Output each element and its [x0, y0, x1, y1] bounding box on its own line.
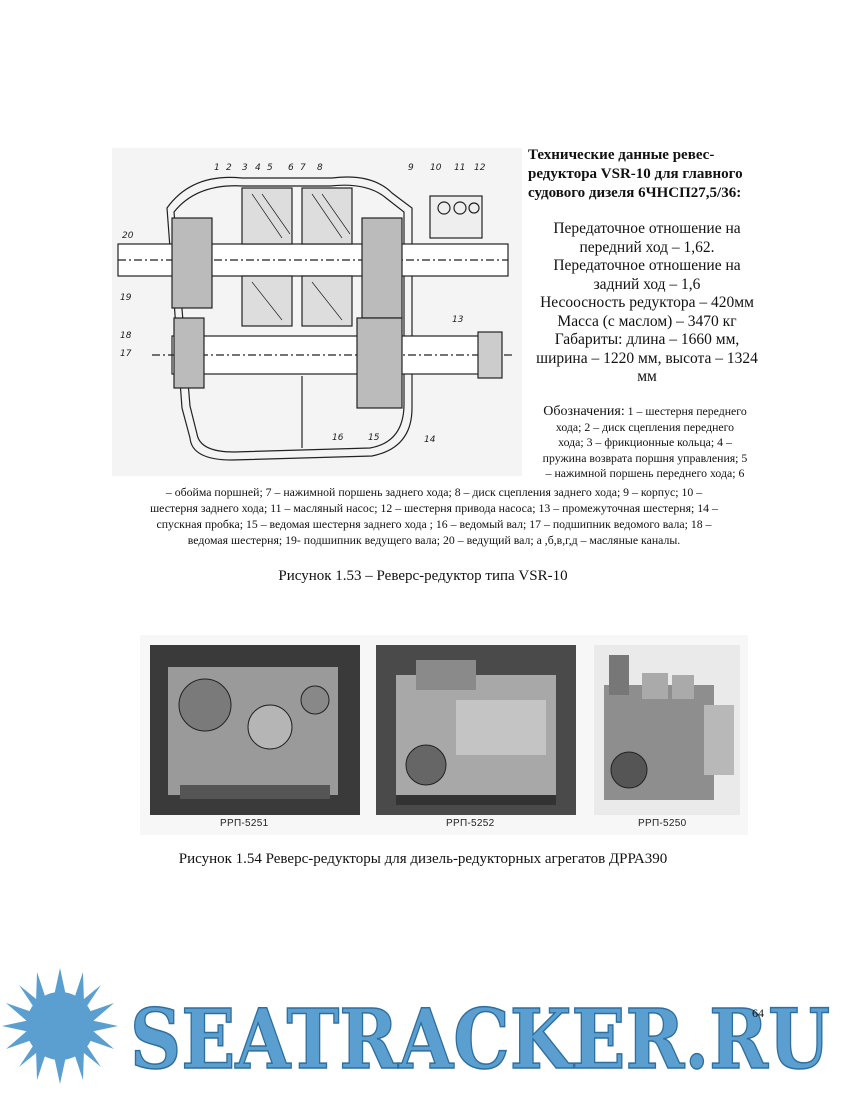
legend-side [520, 404, 770, 482]
reverse-gearbox-drawing [112, 148, 522, 476]
photo-label: РРП-5251 [220, 818, 269, 829]
spec-line: мм [637, 368, 657, 385]
figure-caption-1: Рисунок 1.53 – Реверс-редуктор типа VSR-10 [278, 568, 568, 584]
callout-6: 6 [288, 163, 294, 173]
seatracker-watermark [0, 968, 846, 1088]
legend-line: – нажимной поршень переднего хода; 6 [545, 466, 745, 480]
callout-19: 19 [120, 293, 132, 303]
spec-line: Передаточное отношение на [553, 220, 741, 237]
watermark-text: SEATRACKER.RU [130, 992, 830, 1088]
callout-14: 14 [424, 435, 436, 445]
sun-logo-icon [0, 968, 846, 1088]
callout-18: 18 [120, 331, 132, 341]
legend-line: спускная пробка; 15 – ведомая шестерня заднего хода ; 16 – ведомый вал; 17 – подшипник ведомого вала; 18 – [156, 517, 712, 531]
legend-line: хода; 3 – фрикционные кольца; 4 – [558, 435, 732, 449]
specs-list [522, 220, 772, 387]
callout-2: 2 [226, 163, 232, 173]
figure-caption-2: Рисунок 1.54 Реверс-редукторы для дизель-редукторных агрегатов ДРРА390 [178, 851, 668, 867]
specs-title: Технические данные ревес-редуктора VSR-10 для главного судового дизеля 6ЧНСП27,5/36: [528, 147, 743, 201]
gearbox-photo-icon [376, 645, 576, 815]
gearbox-photos [140, 635, 748, 835]
legend-line: 1 – шестерня переднего [624, 404, 747, 418]
photo-rrp-5252 [376, 645, 576, 815]
spec-line: Передаточное отношение на [553, 257, 741, 274]
gearbox-section-icon [112, 148, 522, 476]
legend-lead: Обозначения: [543, 404, 625, 419]
gearbox-photo-icon [150, 645, 360, 815]
gearbox-photo-icon [594, 645, 740, 815]
callout-20: 20 [122, 231, 134, 241]
legend-wide [104, 484, 764, 548]
callout-10: 10 [430, 163, 442, 173]
callout-8: 8 [317, 163, 323, 173]
callout-5: 5 [267, 163, 273, 173]
legend-line: шестерня заднего хода; 11 – масляный насос; 12 – шестерня привода насоса; 13 – промежуточная шестерня; 14 – [150, 501, 718, 515]
spec-line: ширина – 1220 мм, высота – 1324 [536, 349, 758, 367]
callout-16: 16 [332, 433, 344, 443]
legend-line: – обойма поршней; 7 – нажимной поршень заднего хода; 8 – диск сцепления заднего хода; 9 – корпус; 10 – [165, 485, 703, 499]
callout-15: 15 [368, 433, 380, 443]
callout-3: 3 [242, 163, 248, 173]
page-number: 64 [752, 1006, 764, 1020]
callout-4: 4 [255, 163, 261, 173]
callout-1: 1 [214, 163, 220, 173]
spec-line: Несоосность редуктора – 420мм [540, 294, 754, 311]
callout-11: 11 [454, 163, 466, 173]
spec-line: Габариты: длина – 1660 мм, [554, 331, 740, 348]
callout-7: 7 [300, 163, 306, 173]
legend-line: ведомая шестерня; 19- подшипник ведущего вала; 20 – ведущий вал; а ,б,в,г,д – масляные каналы. [187, 533, 681, 547]
spec-line: передний ход – 1,62. [579, 238, 715, 256]
legend-line: хода; 2 – диск сцепления переднего [555, 419, 735, 434]
photo-rrp-5250 [594, 645, 740, 815]
photo-label: РРП-5250 [638, 818, 687, 829]
callout-17: 17 [120, 349, 132, 359]
photo-rrp-5251 [150, 645, 360, 815]
legend-line: пружина возврата поршня управления; 5 [542, 450, 748, 465]
callout-9: 9 [408, 163, 414, 173]
spec-line: Масса (с маслом) – 3470 кг [557, 312, 737, 330]
callout-13: 13 [452, 315, 464, 325]
spec-line: задний ход – 1,6 [593, 275, 701, 293]
photo-label: РРП-5252 [446, 818, 495, 829]
callout-12: 12 [474, 163, 486, 173]
